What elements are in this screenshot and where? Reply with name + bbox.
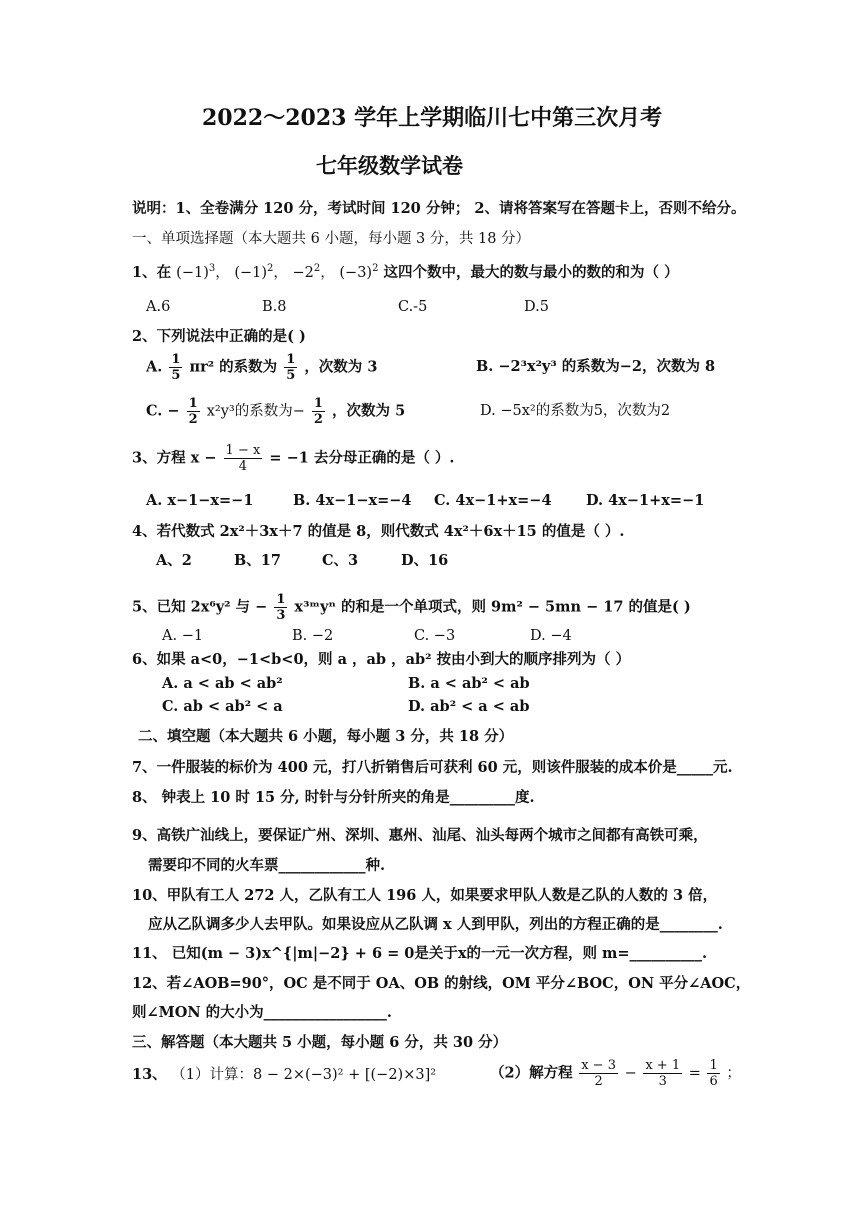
question-3-stem: 3、方程 x − $\frac{1 - x}{4}$ = −1 去分母正确的是（ ）. <box>132 443 455 474</box>
question-6-stem: 6、如果 a<0，−1<b<0，则 a ，ab ，ab² 按由小到大的顺序排列为（ ） <box>132 651 631 668</box>
question-9-line-2: 需要印不同的火车票____________种. <box>148 857 386 874</box>
q4-option-a: A、2 <box>156 552 192 569</box>
q3-option-c: C. 4x−1+x=−4 <box>434 492 552 509</box>
question-10-line-1: 10、甲队有工人 272 人，乙队有工人 196 人，如果要求甲队人数是乙队的人数的 3 倍， <box>132 887 718 904</box>
question-10-line-2: 应从乙队调多少人去甲队。如果设应从乙队调 x 人到甲队，列出的方程正确的是________. <box>148 916 723 933</box>
q2-option-a: A. $\frac{1}{5}$ πr² 的系数为 $\frac{1}{5}$ ，次数为 3 <box>146 352 378 383</box>
q3-option-a: A. x−1−x=−1 <box>146 492 254 509</box>
question-13-part-1: 13、 （1）计算：8 − 2×(−3)² + [(−2)×3]² <box>132 1066 437 1083</box>
q1-option-b: B.8 <box>262 299 287 315</box>
q6-option-b: B. a < ab² < ab <box>408 675 530 692</box>
question-8: 8、 钟表上 10 时 15 分, 时针与分针所夹的角是_________度. <box>132 789 535 806</box>
q5-option-d: D. −4 <box>530 628 572 644</box>
q5-option-a: A. −1 <box>162 628 204 644</box>
q1-option-d: D.5 <box>524 299 549 315</box>
q4-option-b: B、17 <box>234 552 281 569</box>
instructions: 说明：1、全卷满分 120 分，考试时间 120 分钟； 2、请将答案写在答题卡上，否则不给分。 <box>132 200 746 217</box>
q5-option-c: C. −3 <box>414 628 456 644</box>
question-2-stem: 2、下列说法中正确的是( ) <box>132 328 306 345</box>
q4-option-c: C、3 <box>322 552 359 569</box>
section-3-heading: 三、解答题（本大题共 5 小题，每小题 6 分，共 30 分） <box>132 1034 508 1051</box>
q6-option-c: C. ab < ab² < a <box>162 698 283 715</box>
section-2-heading: 二、填空题（本大题共 6 小题，每小题 3 分，共 18 分） <box>138 728 514 745</box>
q1-option-c: C.-5 <box>398 299 428 315</box>
exam-title: 2022～2023 学年上学期临川七中第三次月考 <box>202 105 663 131</box>
q6-option-d: D. ab² < a < ab <box>408 698 530 715</box>
q2-option-d: D. −5x²的系数为5，次数为2 <box>480 403 671 419</box>
question-12-line-1: 12、若∠AOB=90°，OC 是不同于 OA、OB 的射线，OM 平分∠BOC，ON 平分∠AOC， <box>132 975 751 992</box>
question-13-part-2: （2）解方程 $\frac{x - 3}{2}$ − $\frac{x + 1}{3}$ = $\frac{1}{6}$ ； <box>490 1058 741 1089</box>
question-9-line-1: 9、高铁广汕线上，要保证广州、深圳、惠州、汕尾、汕头每两个城市之间都有高铁可乘， <box>132 827 708 844</box>
q3-option-b: B. 4x−1−x=−4 <box>293 492 412 509</box>
question-4-stem: 4、若代数式 2x²＋3x＋7 的值是 8，则代数式 4x²＋6x＋15 的值是（ ）. <box>132 523 625 540</box>
question-1-stem: 1、在 $(-1)^3$， $(-1)^2$， $-2^2$， $(-3)^2$ 这四个数中，最大的数与最小的数的和为（ ） <box>132 263 679 281</box>
q6-option-a: A. a < ab < ab² <box>162 675 283 692</box>
exam-subtitle: 七年级数学试卷 <box>316 153 463 178</box>
question-12-line-2: 则∠MON 的大小为_________________. <box>132 1004 392 1021</box>
section-1-heading: 一、单项选择题（本大题共 6 小题，每小题 3 分，共 18 分） <box>132 231 531 247</box>
q4-option-d: D、16 <box>401 552 449 569</box>
q2-option-b: B. −2³x²y³ 的系数为−2，次数为 8 <box>476 358 716 375</box>
question-7: 7、一件服装的标价为 400 元，打八折销售后可获利 60 元，则该件服装的成本价是_____元. <box>132 759 733 776</box>
question-5-stem: 5、已知 2x⁶y² 与 − $\frac{1}{3}$ x³ᵐyⁿ 的和是一个单项式，则 9m² − 5mn − 17 的值是( ) <box>132 592 691 623</box>
question-11: 11、 已知(m − 3)x^{|m|−2} + 6 = 0是关于x的一元一次方程，则 m=__________. <box>132 945 708 962</box>
q3-option-d: D. 4x−1+x=−1 <box>586 492 705 509</box>
q5-option-b: B. −2 <box>292 628 334 644</box>
q2-option-c: C. − $\frac{1}{2}$ x²y³的系数为− $\frac{1}{2}$ ，次数为 5 <box>146 396 406 427</box>
q1-option-a: A.6 <box>146 299 171 315</box>
